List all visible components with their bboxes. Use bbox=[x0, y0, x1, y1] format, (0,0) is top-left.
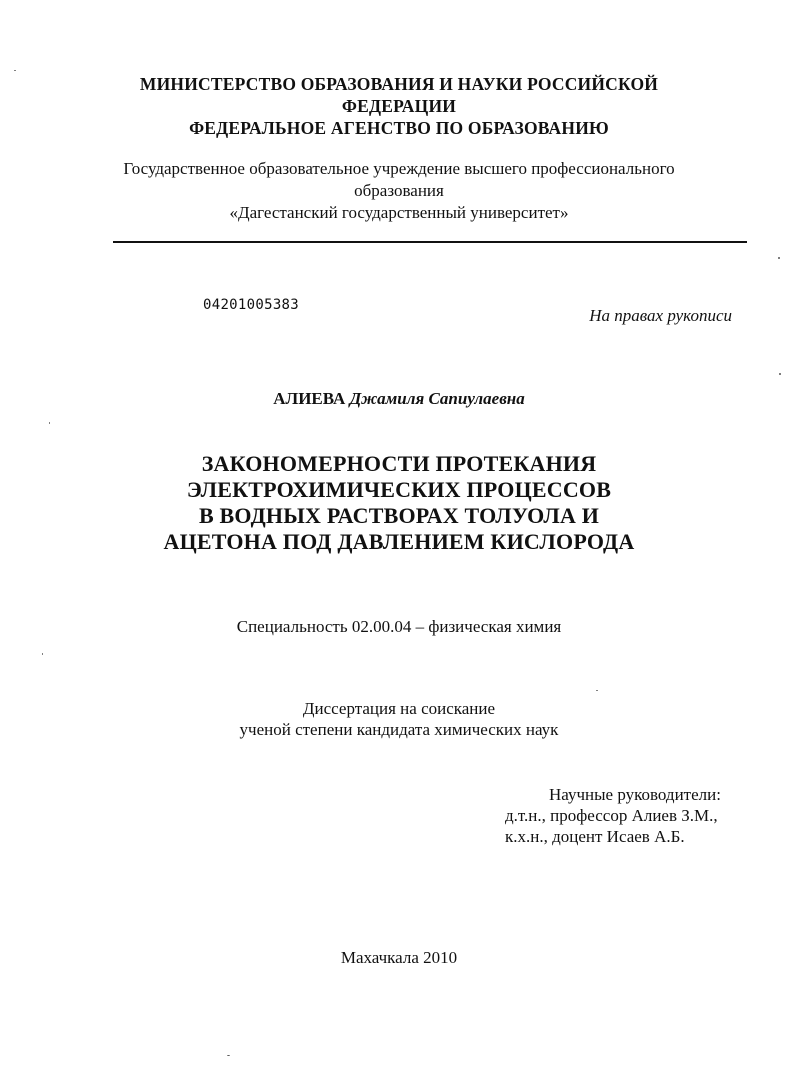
title-line-3: В ВОДНЫХ РАСТВОРАХ ТОЛУОЛА И bbox=[198, 503, 600, 528]
institution-block bbox=[0, 158, 798, 224]
degree-line-2: ученой степени кандидата химических наук bbox=[239, 720, 559, 739]
header-divider bbox=[113, 241, 747, 243]
title-line-2: ЭЛЕКТРОХИМИЧЕСКИХ ПРОЦЕССОВ bbox=[186, 477, 612, 502]
institution-line-1: Государственное образовательное учреждение высшего профессионального bbox=[123, 159, 675, 178]
title-line-1: ЗАКОНОМЕРНОСТИ ПРОТЕКАНИЯ bbox=[201, 451, 597, 476]
supervisor-2: к.х.н., доцент Исаев А.Б. bbox=[505, 827, 685, 846]
speciality: Специальность 02.00.04 – физическая химия bbox=[236, 617, 562, 636]
title-line-4: АЦЕТОНА ПОД ДАВЛЕНИЕМ КИСЛОРОДА bbox=[163, 529, 635, 554]
scan-speck bbox=[779, 373, 781, 375]
scan-speck bbox=[42, 653, 43, 655]
dissertation-title bbox=[0, 451, 798, 555]
supervisors-block bbox=[505, 784, 721, 847]
ministry-header bbox=[0, 73, 798, 139]
university-name: «Дагестанский государственный университет» bbox=[229, 203, 569, 222]
supervisor-1: д.т.н., профессор Алиев З.М., bbox=[505, 806, 718, 825]
ministry-line-1: МИНИСТЕРСТВО ОБРАЗОВАНИЯ И НАУКИ РОССИЙСКОЙ bbox=[139, 74, 659, 94]
agency-line: ФЕДЕРАЛЬНОЕ АГЕНСТВО ПО ОБРАЗОВАНИЮ bbox=[189, 118, 609, 138]
ministry-line-2: ФЕДЕРАЦИИ bbox=[341, 96, 457, 116]
place-year: Махачкала 2010 bbox=[340, 948, 458, 967]
manuscript-note: На правах рукописи bbox=[589, 306, 732, 325]
author-surname: АЛИЕВА bbox=[273, 389, 346, 408]
scan-speck bbox=[49, 422, 50, 424]
degree-line-1: Диссертация на соискание bbox=[302, 699, 496, 718]
registration-code: 04201005383 bbox=[203, 297, 300, 313]
scan-speck bbox=[227, 1055, 230, 1056]
author-name bbox=[0, 389, 798, 409]
scan-speck bbox=[14, 70, 16, 71]
supervisors-heading: Научные руководители: bbox=[549, 785, 721, 804]
institution-line-2: образования bbox=[354, 181, 444, 200]
scan-speck bbox=[596, 690, 598, 691]
author-given-names: Джамиля Сапиулаевна bbox=[349, 389, 525, 408]
degree-statement bbox=[0, 698, 798, 740]
scan-speck bbox=[778, 257, 780, 259]
